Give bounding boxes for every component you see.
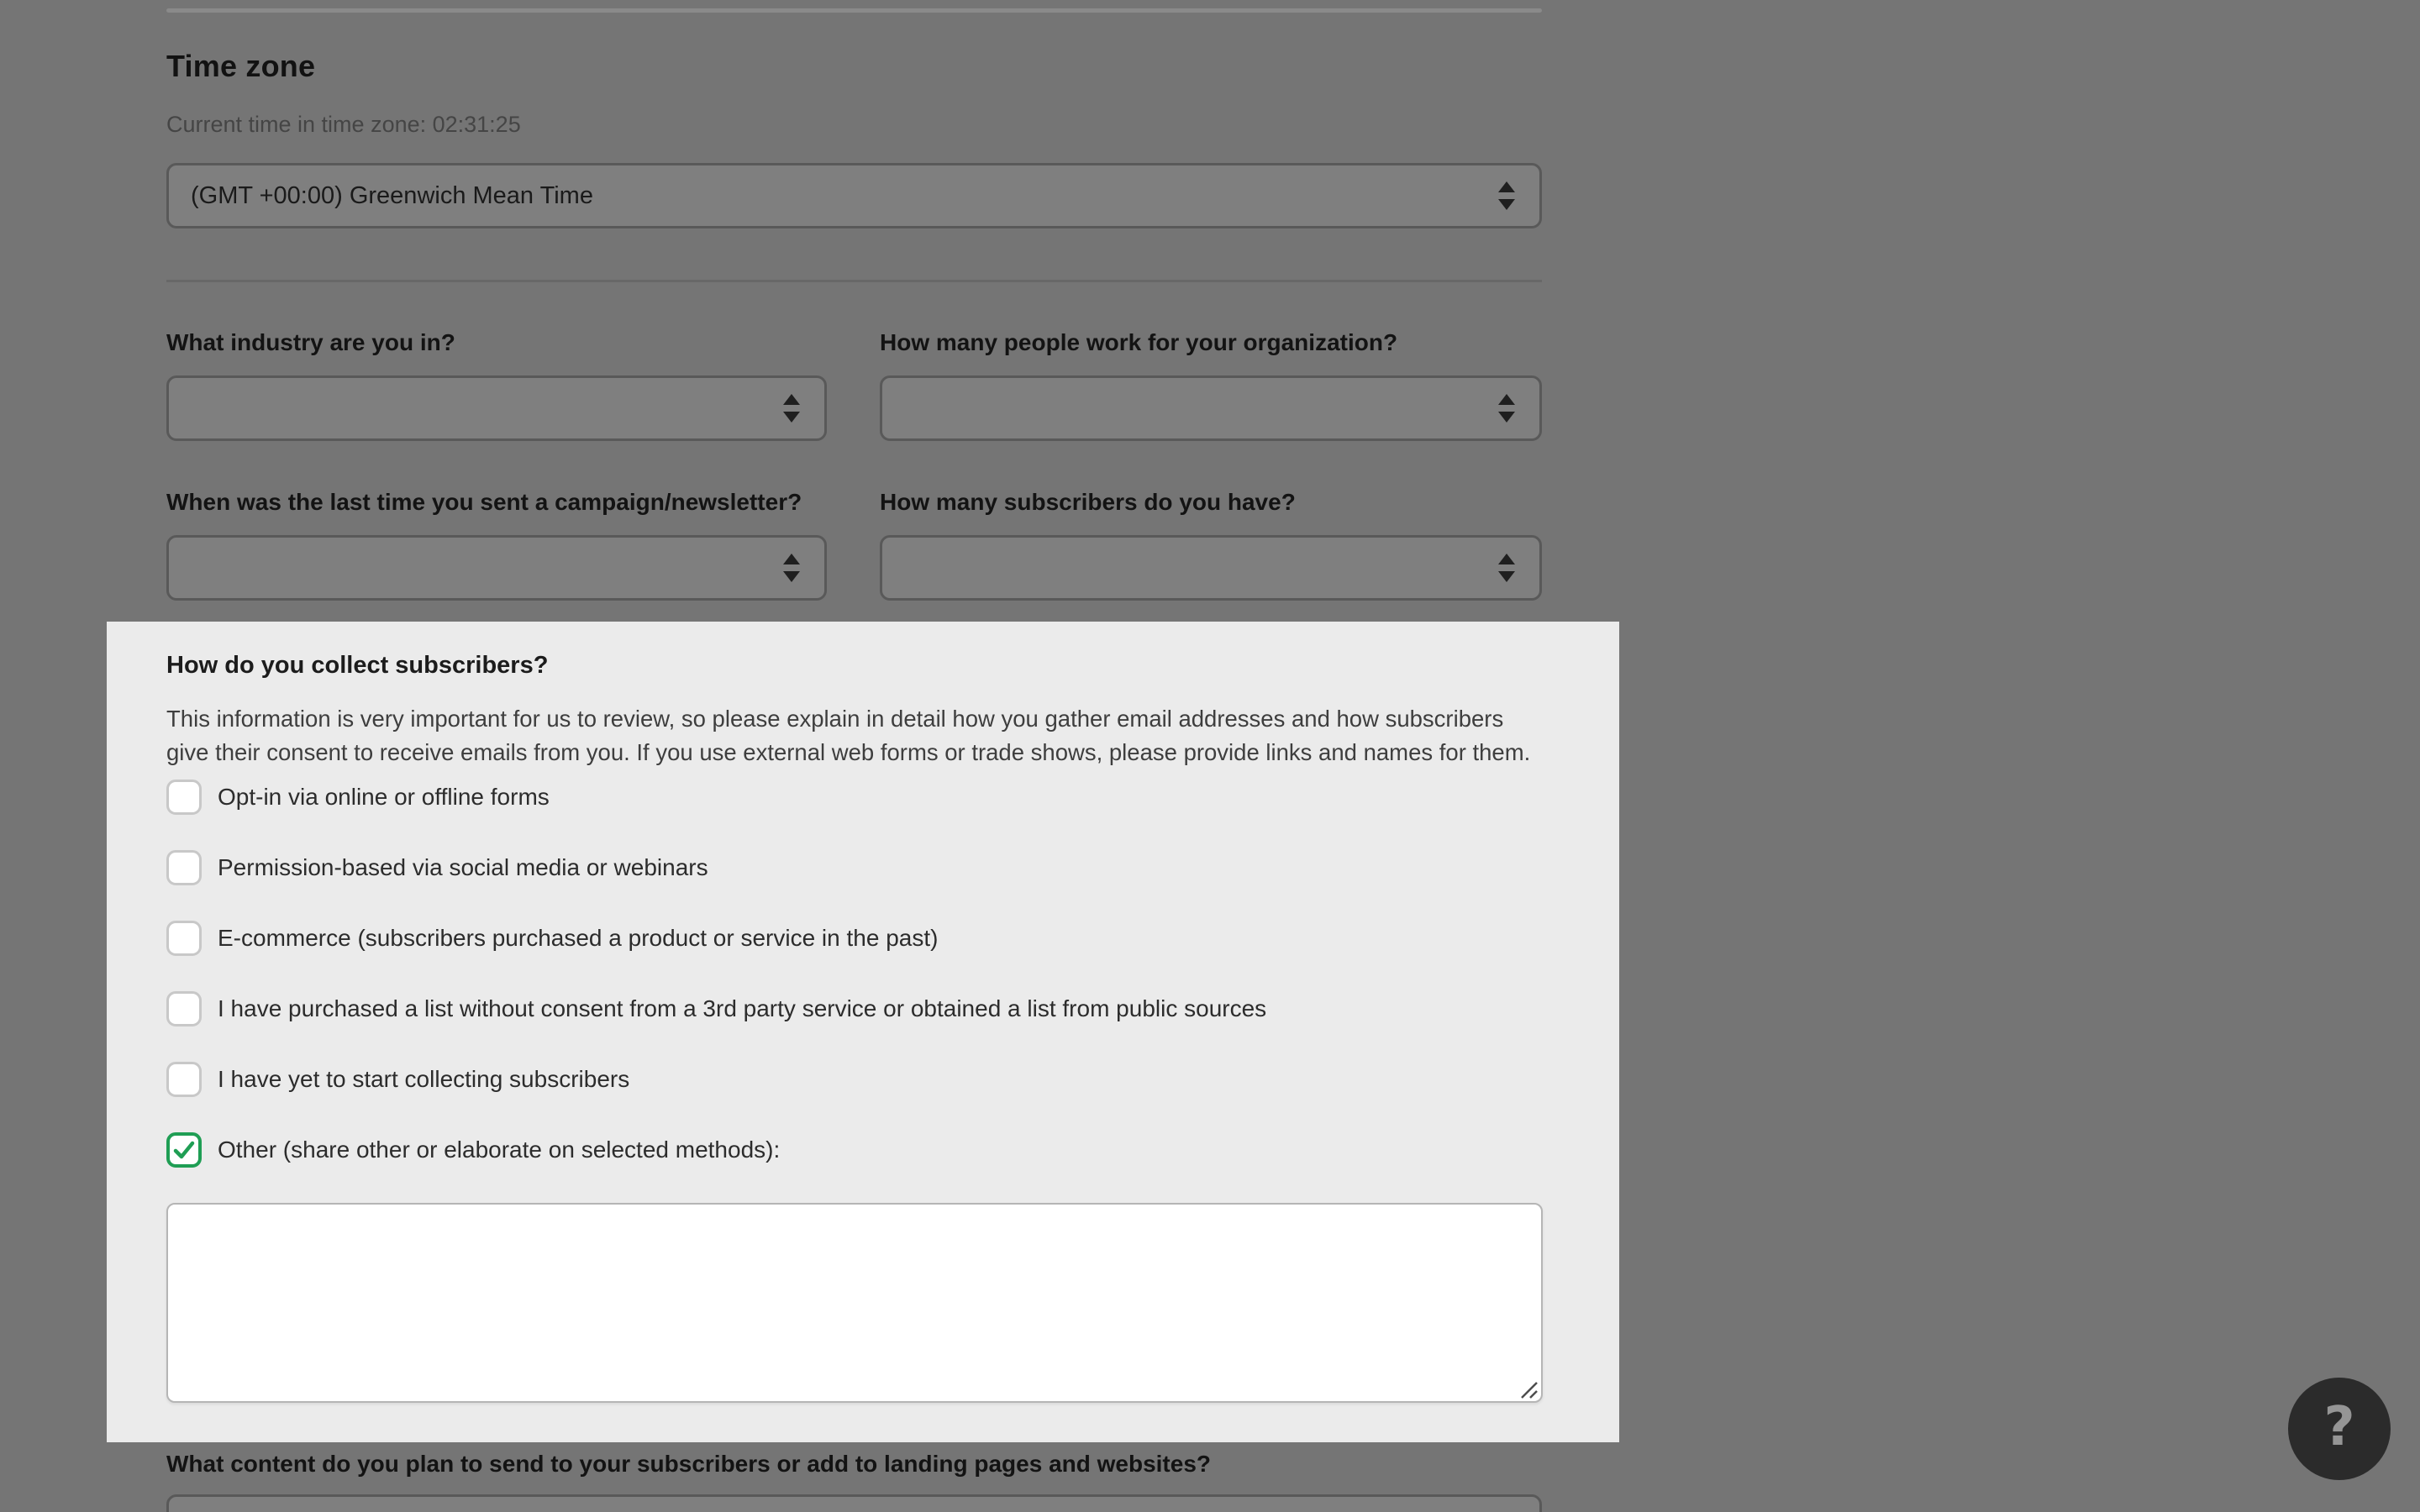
option-checkbox[interactable] xyxy=(166,850,202,885)
collect-description-line1: This information is very important for us to review, so please explain in detail how you gather email addresses and how subscribers xyxy=(166,706,1504,732)
help-button[interactable] xyxy=(2288,1378,2391,1480)
collect-option-row[interactable] xyxy=(166,1132,1553,1168)
timezone-section-title: Time zone xyxy=(166,49,316,83)
collect-subscribers-spotlight-panel xyxy=(107,622,1619,1442)
collect-section-title: How do you collect subscribers? xyxy=(166,652,549,679)
collect-description-line2: give their consent to receive emails from you. If you use external web forms or trade shows, please provide links and names for them. xyxy=(166,739,1531,765)
option-label: Permission-based via social media or webinars xyxy=(218,854,708,880)
other-methods-textarea[interactable] xyxy=(166,1203,1543,1403)
checkmark-icon xyxy=(171,1137,197,1163)
top-divider xyxy=(166,8,1542,13)
collect-section-description xyxy=(166,702,1553,769)
option-label: Other (share other or elaborate on selected methods): xyxy=(218,1137,781,1163)
option-checkbox[interactable] xyxy=(166,1062,202,1097)
question-mark-icon: ? xyxy=(2323,1396,2355,1458)
industry-question-label: What industry are you in? xyxy=(166,329,455,355)
content-input-partial[interactable] xyxy=(166,1494,1542,1512)
last-campaign-question-label: When was the last time you sent a campaign/newsletter? xyxy=(166,489,802,515)
select-stepper-icon xyxy=(781,391,802,425)
subscriber-count-question-label: How many subscribers do you have? xyxy=(880,489,1296,515)
current-time-text: Current time in time zone: 02:31:25 xyxy=(166,112,521,137)
option-label: I have yet to start collecting subscribers xyxy=(218,1066,630,1092)
collect-option-row[interactable] xyxy=(166,991,1553,1026)
option-checkbox[interactable] xyxy=(166,1132,202,1168)
select-stepper-icon xyxy=(1496,551,1518,585)
option-label: Opt-in via online or offline forms xyxy=(218,784,550,810)
collect-option-row[interactable] xyxy=(166,1062,1553,1097)
last-campaign-select[interactable] xyxy=(166,535,827,601)
timezone-select-value: (GMT +00:00) Greenwich Mean Time xyxy=(191,181,593,209)
option-label: I have purchased a list without consent from a 3rd party service or obtained a list from public sources xyxy=(218,995,1267,1021)
select-stepper-icon xyxy=(1496,179,1518,213)
collect-option-row[interactable] xyxy=(166,921,1553,956)
content-question-label: What content do you plan to send to your subscribers or add to landing pages and websites? xyxy=(166,1451,1212,1477)
select-stepper-icon xyxy=(781,551,802,585)
timezone-select[interactable] xyxy=(166,163,1542,228)
option-checkbox[interactable] xyxy=(166,921,202,956)
option-checkbox[interactable] xyxy=(166,780,202,815)
option-label: E-commerce (subscribers purchased a product or service in the past) xyxy=(218,925,939,951)
collect-option-row[interactable] xyxy=(166,780,1553,815)
collect-option-row[interactable] xyxy=(166,850,1553,885)
option-checkbox[interactable] xyxy=(166,991,202,1026)
industry-select[interactable] xyxy=(166,375,827,441)
subscriber-count-select[interactable] xyxy=(880,535,1542,601)
collect-options-list xyxy=(166,780,1553,1203)
org-size-select[interactable] xyxy=(880,375,1542,441)
section-divider xyxy=(166,280,1542,282)
select-stepper-icon xyxy=(1496,391,1518,425)
org-size-question-label: How many people work for your organization? xyxy=(880,329,1398,355)
